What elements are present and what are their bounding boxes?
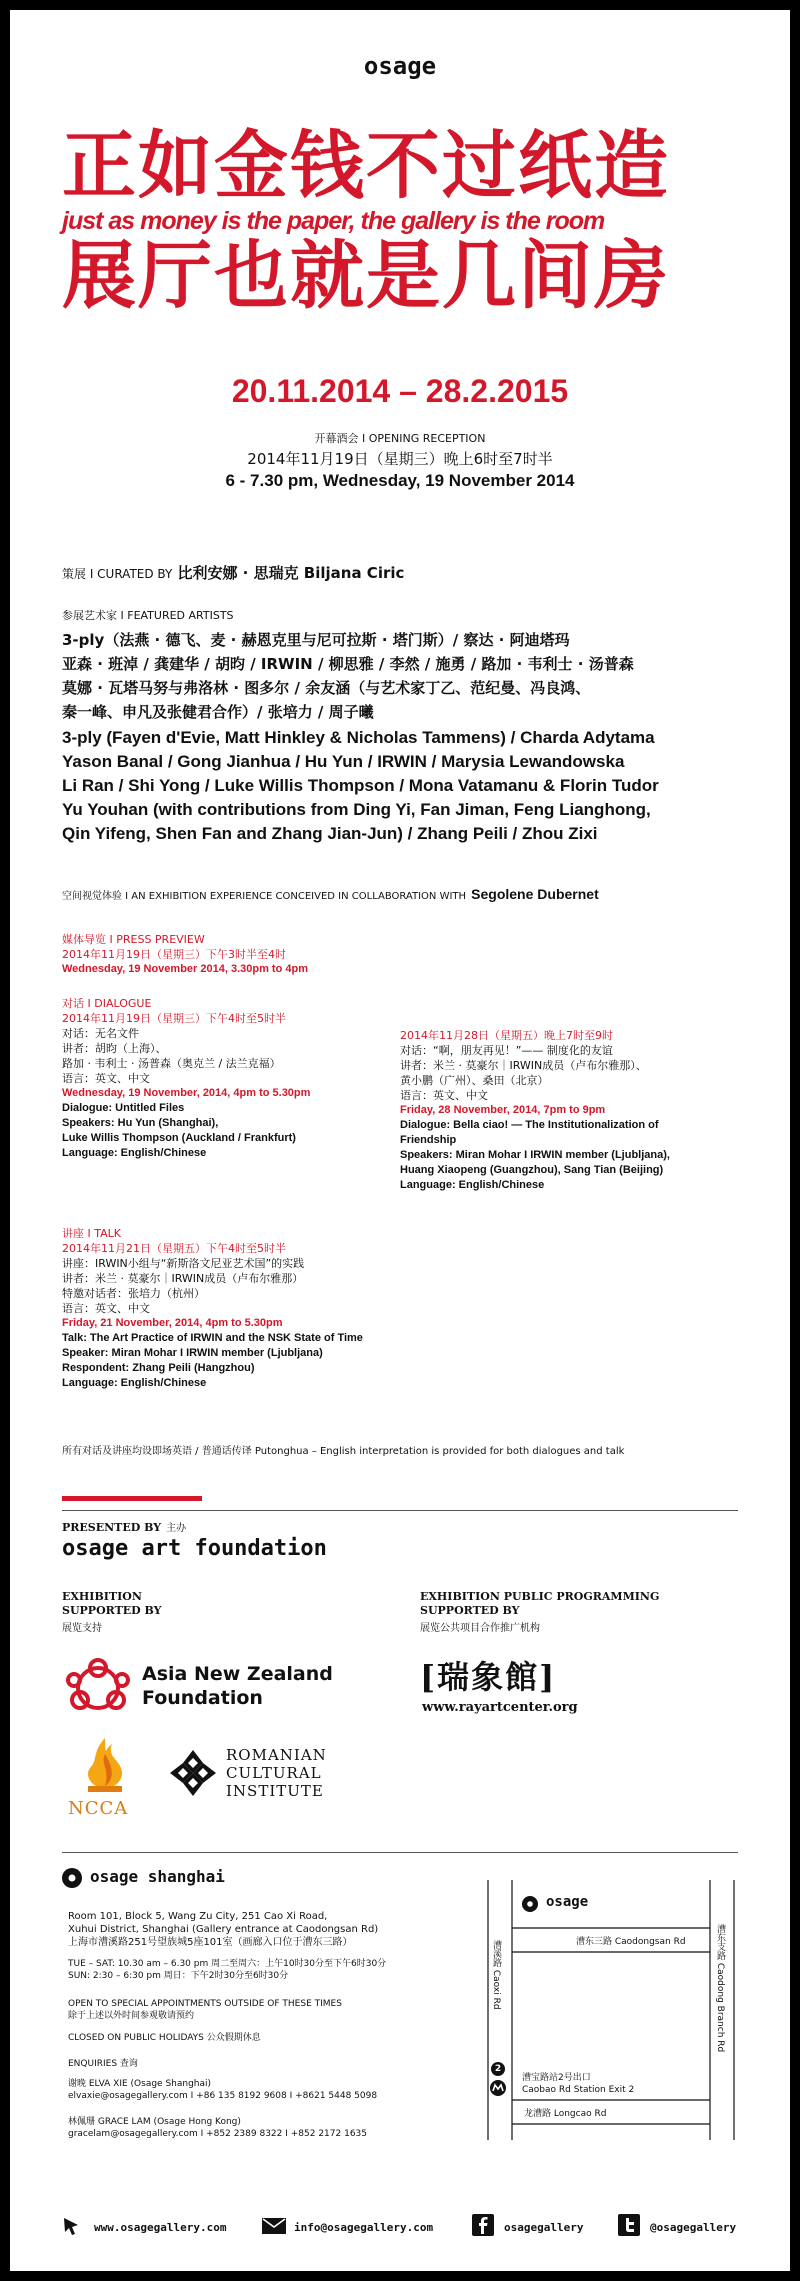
artists-en-line: Yu Youhan (with contributions from Ding Yi, Fan Jiman, Feng Lianghong, bbox=[62, 800, 651, 819]
facebook-link[interactable]: osagegallery bbox=[504, 2221, 584, 2234]
contact1-details: elvaxie@osagegallery.com I +86 135 8192 9608 I +8621 5448 5098 bbox=[68, 2091, 378, 2101]
talk-date-en: Friday, 21 November, 2014, 4pm to 5.30pm bbox=[62, 1317, 283, 1329]
holidays: CLOSED ON PUBLIC HOLIDAYS 公众假期休息 bbox=[68, 2033, 261, 2043]
artists-en-line: Qin Yifeng, Shen Fan and Zhang Jian-Jun) / Zhang Peili / Zhou Zixi bbox=[62, 824, 598, 843]
talk-cn-line: 讲座：IRWIN小组与“新斯洛文尼亚艺术国”的实践 bbox=[62, 1257, 305, 1270]
dialogue2-cn-line: 语言：英文、中文 bbox=[400, 1089, 488, 1102]
artists-en-line: Yason Banal / Gong Jianhua / Hu Yun / IRWIN / Marysia Lewandowska bbox=[62, 752, 625, 771]
press-label: 媒体导览 I PRESS PREVIEW bbox=[62, 933, 205, 946]
metro-station-en: Caobao Rd Station Exit 2 bbox=[522, 2085, 635, 2095]
dialogue1-date-cn: 2014年11月19日（星期三）下午4时至5时半 bbox=[62, 1012, 286, 1025]
rci-text: CULTURAL bbox=[226, 1764, 322, 1782]
curator-name: 比利安娜 · 思瑞克 Biljana Ciric bbox=[177, 564, 405, 582]
curator-label: 策展 I CURATED BY bbox=[62, 567, 173, 581]
rayartcenter-logo-cn: [瑞象館] bbox=[420, 1658, 557, 1696]
gray-rule bbox=[62, 1510, 738, 1511]
appointments-line: OPEN TO SPECIAL APPOINTMENTS OUTSIDE OF THESE TIMES bbox=[68, 1999, 342, 2009]
dialogue2-en-line: Huang Xiaopeng (Guangzhou), Sang Tian (Beijing) bbox=[400, 1164, 664, 1176]
talk-en-line: Speaker: Miran Mohar I IRWIN member (Ljubljana) bbox=[62, 1347, 323, 1359]
facebook-icon bbox=[472, 2214, 494, 2236]
osage-dot-icon bbox=[62, 1868, 82, 1888]
dialogue1-cn-line: 路加 · 韦利士 · 汤普森（奥克兰 / 法兰克福） bbox=[62, 1057, 281, 1070]
talk-cn-line: 语言：英文、中文 bbox=[62, 1302, 150, 1315]
dialogue2-date-en: Friday, 28 November, 2014, 7pm to 9pm bbox=[400, 1104, 606, 1116]
email-link[interactable]: info@osagegallery.com bbox=[294, 2221, 434, 2234]
osage-art-foundation-logo: osage art foundation bbox=[62, 1536, 327, 1561]
poster bbox=[10, 10, 790, 2271]
red-divider bbox=[62, 1496, 202, 1501]
dialogue1-date-en: Wednesday, 19 November, 2014, 4pm to 5.30pm bbox=[62, 1087, 311, 1099]
supported-label-line: EXHIBITION bbox=[62, 1590, 142, 1603]
dialogue1-en-line: Luke Willis Thompson (Auckland / Frankfurt) bbox=[62, 1132, 296, 1144]
press-cn: 2014年11月19日（星期三）下午3时半至4时 bbox=[62, 948, 286, 961]
presented-label-cn: 主办 bbox=[166, 1523, 187, 1534]
asia-nz-foundation-icon bbox=[62, 1658, 134, 1718]
metro-line-number: 2 bbox=[491, 2062, 505, 2076]
dialogue2-en-line: Speakers: Miran Mohar I IRWIN member (Ljubljana), bbox=[400, 1149, 670, 1161]
artists-en bbox=[62, 726, 762, 846]
osage-logo: osage bbox=[363, 52, 437, 80]
cursor-arrow-icon bbox=[62, 2216, 82, 2236]
dialogue1-en-line: Dialogue: Untitled Files bbox=[62, 1102, 185, 1114]
artists-cn-line: 3-ply（法燕 · 德飞、麦 · 赫恩克里与尼可拉斯 · 塔门斯）/ 察达 · 阿迪塔玛 bbox=[62, 631, 570, 649]
dialogue1-cn-line: 讲者：胡昀（上海）、 bbox=[62, 1042, 167, 1055]
artists-cn-line: 莫娜 · 瓦塔马努与弗洛林 · 图多尔 / 余友涵（与艺术家丁乙、范纪曼、冯良鸿、 bbox=[62, 679, 591, 697]
dialogue2-en-line: Language: English/Chinese bbox=[400, 1179, 545, 1191]
romanian-cultural-institute-icon bbox=[170, 1750, 216, 1796]
map-osage-dot-icon bbox=[522, 1896, 538, 1912]
appointments-line: 除于上述以外时间参观敬请预约 bbox=[68, 2011, 195, 2021]
hours-line: TUE – SAT: 10.30 am – 6.30 pm 周二至周六：上午10时30分至下午6时30分 bbox=[68, 1959, 387, 1969]
dialogue1-cn-line: 对话：无名文件 bbox=[62, 1027, 139, 1040]
dialogue1-en-line: Speakers: Hu Yun (Shanghai), bbox=[62, 1117, 219, 1129]
talk-label: 讲座 I TALK bbox=[62, 1227, 121, 1240]
contact2-details: gracelam@osagegallery.com I +852 2389 8322 I +852 2172 1635 bbox=[68, 2129, 367, 2139]
title-cn-line1: 正如金钱不过纸造 bbox=[62, 123, 670, 209]
asia-nz-text: Asia New Zealand bbox=[142, 1663, 333, 1685]
programming-label-cn: 展览公共项目合作推广机构 bbox=[420, 1623, 540, 1634]
presented-label: PRESENTED BY bbox=[62, 1521, 162, 1534]
talk-cn-line: 讲者：米兰 · 莫豪尔｜IRWIN成员（卢布尔雅那） bbox=[62, 1272, 304, 1285]
website-link[interactable]: www.osagegallery.com bbox=[94, 2221, 227, 2234]
contact2-name: 林佩珊 GRACE LAM (Osage Hong Kong) bbox=[68, 2117, 241, 2127]
title-en-line: just as money is the paper, the gallery is the room bbox=[62, 207, 605, 235]
dialogue2-cn-line: 黄小鹏（广州）、桑田（北京） bbox=[400, 1074, 549, 1087]
address-line: 上海市漕溪路251号望族城5座101室（画廊入口位于漕东三路） bbox=[68, 1937, 353, 1948]
dialogue1-en-line: Language: English/Chinese bbox=[62, 1147, 207, 1159]
dialogue2-cn-line: 讲者：米兰 · 莫豪尔｜IRWIN成员（卢布尔雅那）、 bbox=[400, 1059, 647, 1072]
email-icon bbox=[262, 2218, 286, 2234]
opening-cn: 2014年11月19日（星期三）晚上6时至7时半 bbox=[247, 450, 553, 468]
twitter-icon bbox=[618, 2214, 640, 2236]
dialogue2-cn-line: 对话：“啊，朋友再见！”—— 制度化的友谊 bbox=[400, 1044, 613, 1057]
rci-text: INSTITUTE bbox=[226, 1782, 324, 1800]
map-road-bottom: 龙漕路 Longcao Rd bbox=[524, 2109, 607, 2119]
enquiries-label: ENQUIRIES 查询 bbox=[68, 2059, 138, 2069]
dialogue2-date-cn: 2014年11月28日（星期五）晚上7时至9时 bbox=[400, 1029, 613, 1042]
artists-cn-line: 亚森 · 班淖 / 龚建华 / 胡昀 / IRWIN / 柳思雅 / 李然 / 施勇 / 路加 · 韦利士 · 汤普森 bbox=[62, 655, 634, 673]
interpretation-note: 所有对话及讲座均设即场英语 / 普通话传译 Putonghua – English interpretation is provided for both dialogues and talk bbox=[62, 1446, 625, 1457]
dialogue2-en-line: Dialogue: Bella ciao! — The Institutionalization of bbox=[400, 1119, 659, 1131]
address-line: Xuhui District, Shanghai (Gallery entrance at Caodongsan Rd) bbox=[68, 1924, 379, 1935]
hours-line: SUN: 2:30 – 6:30 pm 周日：下午2时30分至6时30分 bbox=[68, 1971, 289, 1981]
contact1-name: 谢晚 ELVA XIE (Osage Shanghai) bbox=[68, 2079, 212, 2089]
talk-cn-line: 特邀对话者：张培力（杭州） bbox=[62, 1287, 205, 1300]
osage-shanghai-title: osage shanghai bbox=[90, 1867, 225, 1886]
map-road-left: 漕溪路 Caoxi Rd bbox=[491, 1940, 501, 2010]
talk-en-line: Respondent: Zhang Peili (Hangzhou) bbox=[62, 1362, 255, 1374]
dialogue2-en-line: Friendship bbox=[400, 1134, 457, 1146]
artists-en-line: Li Ran / Shi Yong / Luke Willis Thompson / Mona Vatamanu & Florin Tudor bbox=[62, 776, 659, 795]
supported-label-cn: 展览支持 bbox=[62, 1623, 102, 1634]
supported-label-line: SUPPORTED BY bbox=[62, 1604, 162, 1617]
opening-label: 开幕酒会 I OPENING RECEPTION bbox=[314, 432, 486, 445]
ncca-text: NCCA bbox=[68, 1798, 129, 1819]
rci-text: ROMANIAN bbox=[226, 1746, 327, 1764]
asia-nz-text: Foundation bbox=[142, 1687, 263, 1709]
experience-name: Segolene Dubernet bbox=[471, 886, 599, 902]
artists-label: 参展艺术家 I FEATURED ARTISTS bbox=[62, 609, 234, 622]
rayartcenter-url: www.rayartcenter.org bbox=[422, 1700, 578, 1715]
dialogue1-label: 对话 I DIALOGUE bbox=[62, 997, 152, 1010]
talk-en-line: Talk: The Art Practice of IRWIN and the NSK State of Time bbox=[62, 1332, 363, 1344]
shanghai-rule bbox=[62, 1852, 738, 1853]
title-cn-line2: 展厅也就是几间房 bbox=[62, 233, 670, 319]
press-en: Wednesday, 19 November 2014, 3.30pm to 4pm bbox=[62, 963, 308, 975]
map-road-right: 漕东支路 Caodong Branch Rd bbox=[715, 1924, 725, 2053]
map-road-top: 漕东三路 Caodongsan Rd bbox=[576, 1937, 686, 1947]
artists-cn bbox=[62, 628, 762, 724]
location-map bbox=[478, 1880, 758, 2140]
map-osage-label: osage bbox=[546, 1894, 589, 1910]
metro-station-cn: 漕宝路站2号出口 bbox=[522, 2073, 591, 2083]
address-line: Room 101, Block 5, Wang Zu City, 251 Cao Xi Road, bbox=[68, 1911, 328, 1922]
artists-en-line: 3-ply (Fayen d'Evie, Matt Hinkley & Nicholas Tammens) / Charda Adytama bbox=[62, 728, 655, 747]
opening-en: 6 - 7.30 pm, Wednesday, 19 November 2014 bbox=[225, 471, 575, 490]
metro-icon bbox=[490, 2080, 506, 2096]
experience-label: 空间视觉体验 I AN EXHIBITION EXPERIENCE CONCEIVED IN COLLABORATION WITH bbox=[62, 891, 467, 902]
programming-label-line: EXHIBITION PUBLIC PROGRAMMING bbox=[420, 1590, 660, 1603]
talk-en-line: Language: English/Chinese bbox=[62, 1377, 207, 1389]
dialogue1-cn-line: 语言：英文、中文 bbox=[62, 1072, 150, 1085]
talk-date-cn: 2014年11月21日（星期五）下午4时至5时半 bbox=[62, 1242, 286, 1255]
exhibition-dates: 20.11.2014 – 28.2.2015 bbox=[231, 373, 569, 409]
artists-cn-line: 秦一峰、申凡及张健君合作）/ 张培力 / 周子曦 bbox=[62, 703, 374, 721]
programming-label-line: SUPPORTED BY bbox=[420, 1604, 520, 1617]
twitter-link[interactable]: @osagegallery bbox=[650, 2221, 737, 2234]
ncca-flame-icon bbox=[70, 1736, 140, 1796]
